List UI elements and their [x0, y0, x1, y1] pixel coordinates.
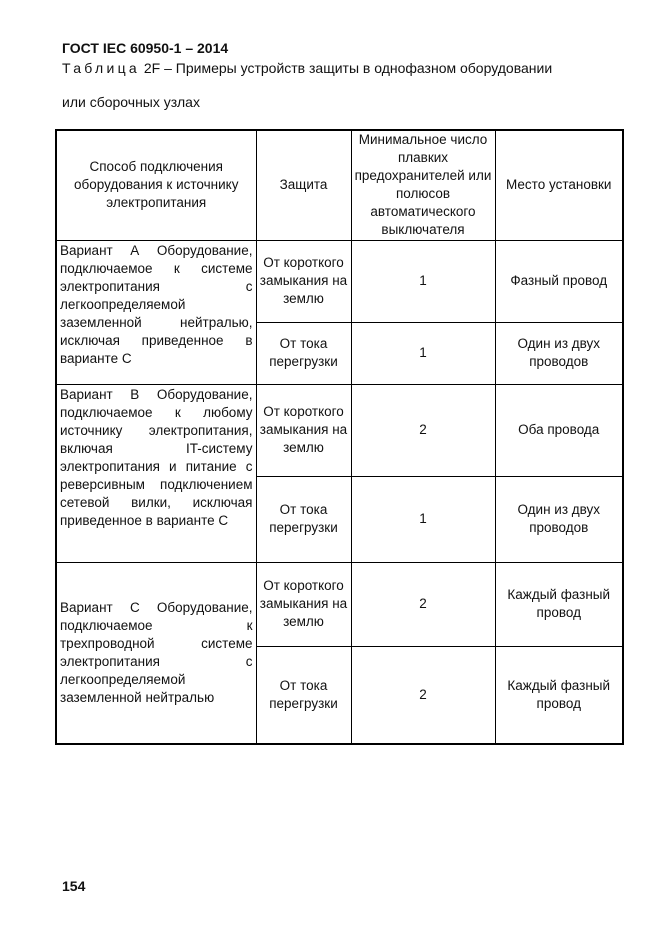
- count-cell: 1: [351, 476, 495, 562]
- protection-cell: От тока перегрузки: [256, 476, 351, 562]
- location-cell: Оба провода: [495, 384, 623, 476]
- standard-title: ГОСТ IEC 60950-1 – 2014: [62, 40, 229, 56]
- protection-cell: От короткого замыкания на землю: [256, 384, 351, 476]
- location-cell: Один из двух проводов: [495, 476, 623, 562]
- variant-a-cell: Вариант А Оборудование, подключаемое к системе электропитания с легкоопределяемой заземленной нейтралью, исключая приведенное в варианте С: [56, 240, 256, 384]
- location-cell: Каждый фазный провод: [495, 562, 623, 646]
- count-cell: 1: [351, 240, 495, 322]
- count-cell: 2: [351, 384, 495, 476]
- variant-b-cell: Вариант В Оборудование, подключаемое к любому источнику электропитания, включая IT-систему электропитания и питание с реверсивным подключением сетевой вилки, исключая приведенное в варианте С: [56, 384, 256, 562]
- column-header-connection: Способ подключения оборудования к источнику электропитания: [56, 130, 256, 240]
- column-header-min-count: Минимальное число плавких предохранителей или полюсов автоматического выключателя: [351, 130, 495, 240]
- caption-text: 2F – Примеры устройств защиты в однофазном оборудовании: [140, 60, 553, 76]
- location-cell: Один из двух проводов: [495, 322, 623, 384]
- table-row: [56, 240, 623, 322]
- table-caption: [62, 60, 552, 76]
- variant-c-cell: Вариант С Оборудование, подключаемое к трехпроводной системе электропитания с легкоопределяемой заземленной нейтралью: [56, 562, 256, 744]
- location-cell: Фазный провод: [495, 240, 623, 322]
- column-header-location: Место установки: [495, 130, 623, 240]
- count-cell: 1: [351, 322, 495, 384]
- page-number: 154: [62, 878, 86, 894]
- protection-cell: От короткого замыкания на землю: [256, 240, 351, 322]
- location-cell: Каждый фазный провод: [495, 646, 623, 744]
- count-cell: 2: [351, 646, 495, 744]
- table-row: [56, 562, 623, 646]
- table-row: [56, 384, 623, 476]
- column-header-protection: Защита: [256, 130, 351, 240]
- table-caption-continued: или сборочных узлах: [62, 94, 200, 110]
- protection-cell: От тока перегрузки: [256, 322, 351, 384]
- protection-cell: От короткого замыкания на землю: [256, 562, 351, 646]
- table-header-row: [56, 130, 623, 240]
- protection-table: [55, 129, 624, 745]
- caption-prefix: Таблица: [62, 60, 140, 76]
- protection-cell: От тока перегрузки: [256, 646, 351, 744]
- count-cell: 2: [351, 562, 495, 646]
